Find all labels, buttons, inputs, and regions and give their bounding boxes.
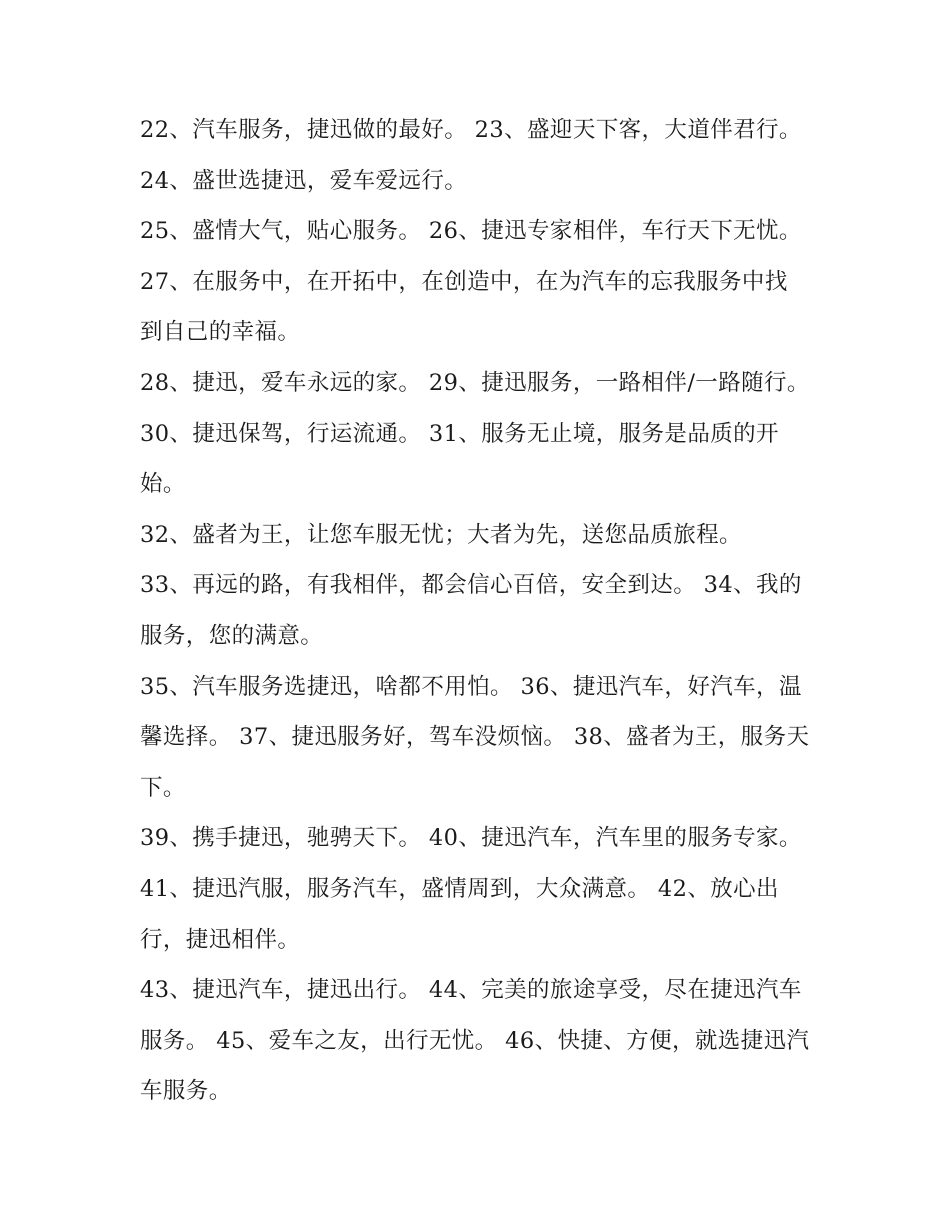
document-page	[140, 105, 810, 1117]
slogan-paragraph-33-34: 33、再远的路，有我相伴，都会信心百倍，安全到达。 34、我的服务，您的满意。	[140, 572, 802, 649]
slogan-paragraph-43-46: 43、捷迅汽车，捷迅出行。 44、完美的旅途享受，尽在捷迅汽车服务。 45、爱车之友，出行无忧。 46、快捷、方便，就选捷迅汽车服务。	[140, 977, 810, 1105]
slogan-paragraph-28-31: 28、捷迅，爱车永远的家。 29、捷迅服务，一路相伴/一路随行。 30、捷迅保驾，行运流通。 31、服务无止境，服务是品质的开始。	[140, 369, 810, 498]
slogan-paragraph-22-24: 22、汽车服务，捷迅做的最好。 23、盛迎天下客，大道伴君行。 24、盛世选捷迅，爱车爱远行。	[140, 117, 802, 194]
slogan-paragraph-32: 32、盛者为王，让您车服无忧；大者为先，送您品质旅程。	[140, 521, 742, 548]
slogan-paragraph-35-38: 35、汽车服务选捷迅，啥都不用怕。 36、捷迅汽车，好汽车，温馨选择。 37、捷迅服务好，驾车没烦恼。 38、盛者为王，服务天下。	[140, 673, 810, 801]
slogan-paragraph-39-42: 39、携手捷迅，驰骋天下。 40、捷迅汽车，汽车里的服务专家。 41、捷迅汽服，服务汽车，盛情周到，大众满意。 42、放心出行，捷迅相伴。	[140, 825, 802, 953]
slogan-paragraph-25-27: 25、盛情大气，贴心服务。 26、捷迅专家相伴，车行天下无忧。 27、在服务中，在开拓中，在创造中，在为汽车的忘我服务中找到自己的幸福。	[140, 218, 802, 346]
